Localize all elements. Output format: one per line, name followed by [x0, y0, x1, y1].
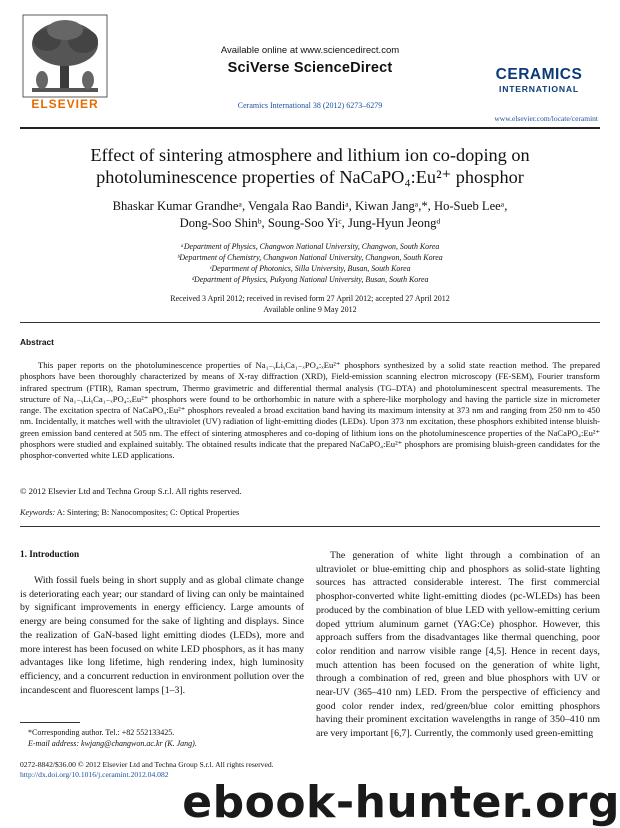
email-note: E-mail address: kwjang@changwon.ac.kr (K. Jang). — [28, 739, 197, 748]
abstract-copyright: © 2012 Elsevier Ltd and Techna Group S.r.l. All rights reserved. — [20, 486, 242, 496]
abstract-bottom-divider — [20, 526, 600, 527]
issn-line: 0272-8842/$36.00 © 2012 Elsevier Ltd and Techna Group S.r.l. All rights reserved. — [20, 760, 274, 769]
intro-left-column: With fossil fuels being in short supply and as global climate change is deteriorating each year; our standard of living can only be maintained by significant improvements in energy efficiency. Large amounts of energy are being consumed for the sake of lighting and displays. Since the realization of GaN-based light emitting diodes (LEDs), more and more interest has been focused on white LED phosphors, as it has many advantages like long lifetime, high rendering index, high luminosity efficiency, and a concurrent reduction in environment pollution over the incandescent and fluorescent lamps [1–3]. — [20, 575, 304, 696]
affiliation-a: ᵃDepartment of Physics, Changwon National University, Changwon, South Korea — [180, 242, 440, 251]
title-line-2: photoluminescence properties of NaCaPO₄:Eu²⁺ phosphor — [96, 167, 524, 187]
corresponding-author-note: *Corresponding author. Tel.: +82 552133425. — [28, 728, 175, 737]
affiliation-b: ᵇDepartment of Chemistry, Changwon National University, Changwon, South Korea — [177, 253, 443, 262]
intro-right-column: The generation of white light through a combination of an ultraviolet or blue-emitting chip and phosphors as solid-state lighting sources has attracted considerable interest. The first commercial phosphor-converted white light-emitting diodes (pc-WLEDs) has been produced by the combination of blue LED with yellow-emitting cerium doped yttrium aluminum garnet (YAG:Ce) phosphor. However, this approach suffers from the disadvantages like thermal quenching, poor color rendition and narrow visible range [4,5]. Hence in recent days, much attention has been focused on the generation of white light, through a combination of red, green and blue phosphors with UV or near-UV (365–410 nm) LED. From the perspective of efficiency and good color render index, red/green/blue color emitting phosphors having their prominent excitation wavelengths in range of 350–410 nm are very important [6,7]. Currently, the commonly used green-emitting — [316, 550, 600, 740]
journal-logo-line1: CERAMICS — [495, 66, 583, 83]
doi-link[interactable]: http://dx.doi.org/10.1016/j.ceramint.2012.04.082 — [20, 770, 169, 779]
article-title — [30, 144, 590, 188]
authors-line-2: Dong-Soo Shinᵇ, Soung-Soo Yiᶜ, Jung-Hyun Jeongᵈ — [179, 216, 441, 230]
available-online-text: Available online at www.sciencedirect.com — [220, 45, 400, 56]
abstract-top-divider — [20, 322, 600, 323]
available-online-date: Available online 9 May 2012 — [263, 305, 357, 314]
title-line-1: Effect of sintering atmosphere and lithium ion co-doping on — [90, 145, 530, 165]
keywords-text: A: Sintering; B: Nanocomposites; C: Optical Properties — [55, 508, 240, 517]
header-divider — [20, 127, 600, 129]
journal-logo-line2: INTERNATIONAL — [499, 84, 579, 94]
affiliation-c: ᶜDepartment of Photonics, Silla University, Busan, South Korea — [209, 264, 411, 273]
keywords-label: Keywords: — [20, 508, 56, 517]
affiliation-d: ᵈDepartment of Physics, Pukyong National University, Busan, South Korea — [191, 275, 429, 284]
footnote-divider — [20, 722, 80, 723]
keywords-line — [20, 508, 600, 517]
author-list — [30, 198, 590, 232]
authors-line-1: Bhaskar Kumar Grandheᵃ, Vengala Rao Bandiᵃ, Kiwan Jangᵃ,*, Ho-Sueb Leeᵃ, — [112, 199, 508, 213]
abstract-body: This paper reports on the photoluminescence properties of Na₁₋ᵧLiᵧCa₁₋ₓPO₄:ₓEu²⁺ phosphors synthesized by a solid state reaction method. The prepared phosphors have been thoroughly characterized by means of X-ray diffraction (XRD), Field-emission scanning electron microscopy (FE-SEM), Fourier transform infrared spectrum (FTIR), Raman spectrum, Thermo gravimetric and differential thermal analysis (TG–DTA) and photoluminescent spectral measurements. The structure of Na₁₋ᵧLiᵧCa₁₋ₓPO₄:ₓEu²⁺ phosphors were found to be orthorhombic in nature with a sphere-like morphology and having the particle size in micrometer range. The excitation spectra of NaCaPO₄:Eu²⁺ phosphors revealed a broad excitation band having its maximum intensity at 373 nm and ranging from 250 nm to 450 nm. Incidentally, it matches well with the ultraviolet (UV) radiation of light-emitting diodes (LEDs). Upon 373 nm excitation, these phosphors exhibited intense bluish-green emission band centered at 505 nm. The effect of sintering atmospheres and co-doping of lithium ions on the photoluminescence properties of the NaCaPO₄:Eu²⁺ phosphors were studied and explained suitably. The obtained results indicate that the prepared NaCaPO₄:Eu²⁺ phosphors are promising bluish-green candidates for the phosphor-converted white LED applications. — [20, 360, 600, 461]
abstract-heading: Abstract — [20, 337, 54, 347]
publisher-logo-text: ELSEVIER — [31, 97, 99, 111]
section-heading-introduction: 1. Introduction — [20, 549, 80, 559]
affiliations — [30, 241, 590, 285]
journal-citation-link[interactable]: Ceramics International 38 (2012) 6273–6279 — [237, 101, 383, 110]
sciverse-title: SciVerse ScienceDirect — [227, 60, 393, 76]
watermark-text: ebook-hunter.org — [182, 777, 620, 828]
available-online-line — [150, 45, 470, 56]
received-dates: Received 3 April 2012; received in revised form 27 April 2012; accepted 27 April 2012 — [170, 294, 450, 303]
article-dates — [30, 293, 590, 315]
journal-url-link[interactable]: www.elsevier.com/locate/ceramint — [494, 114, 598, 123]
